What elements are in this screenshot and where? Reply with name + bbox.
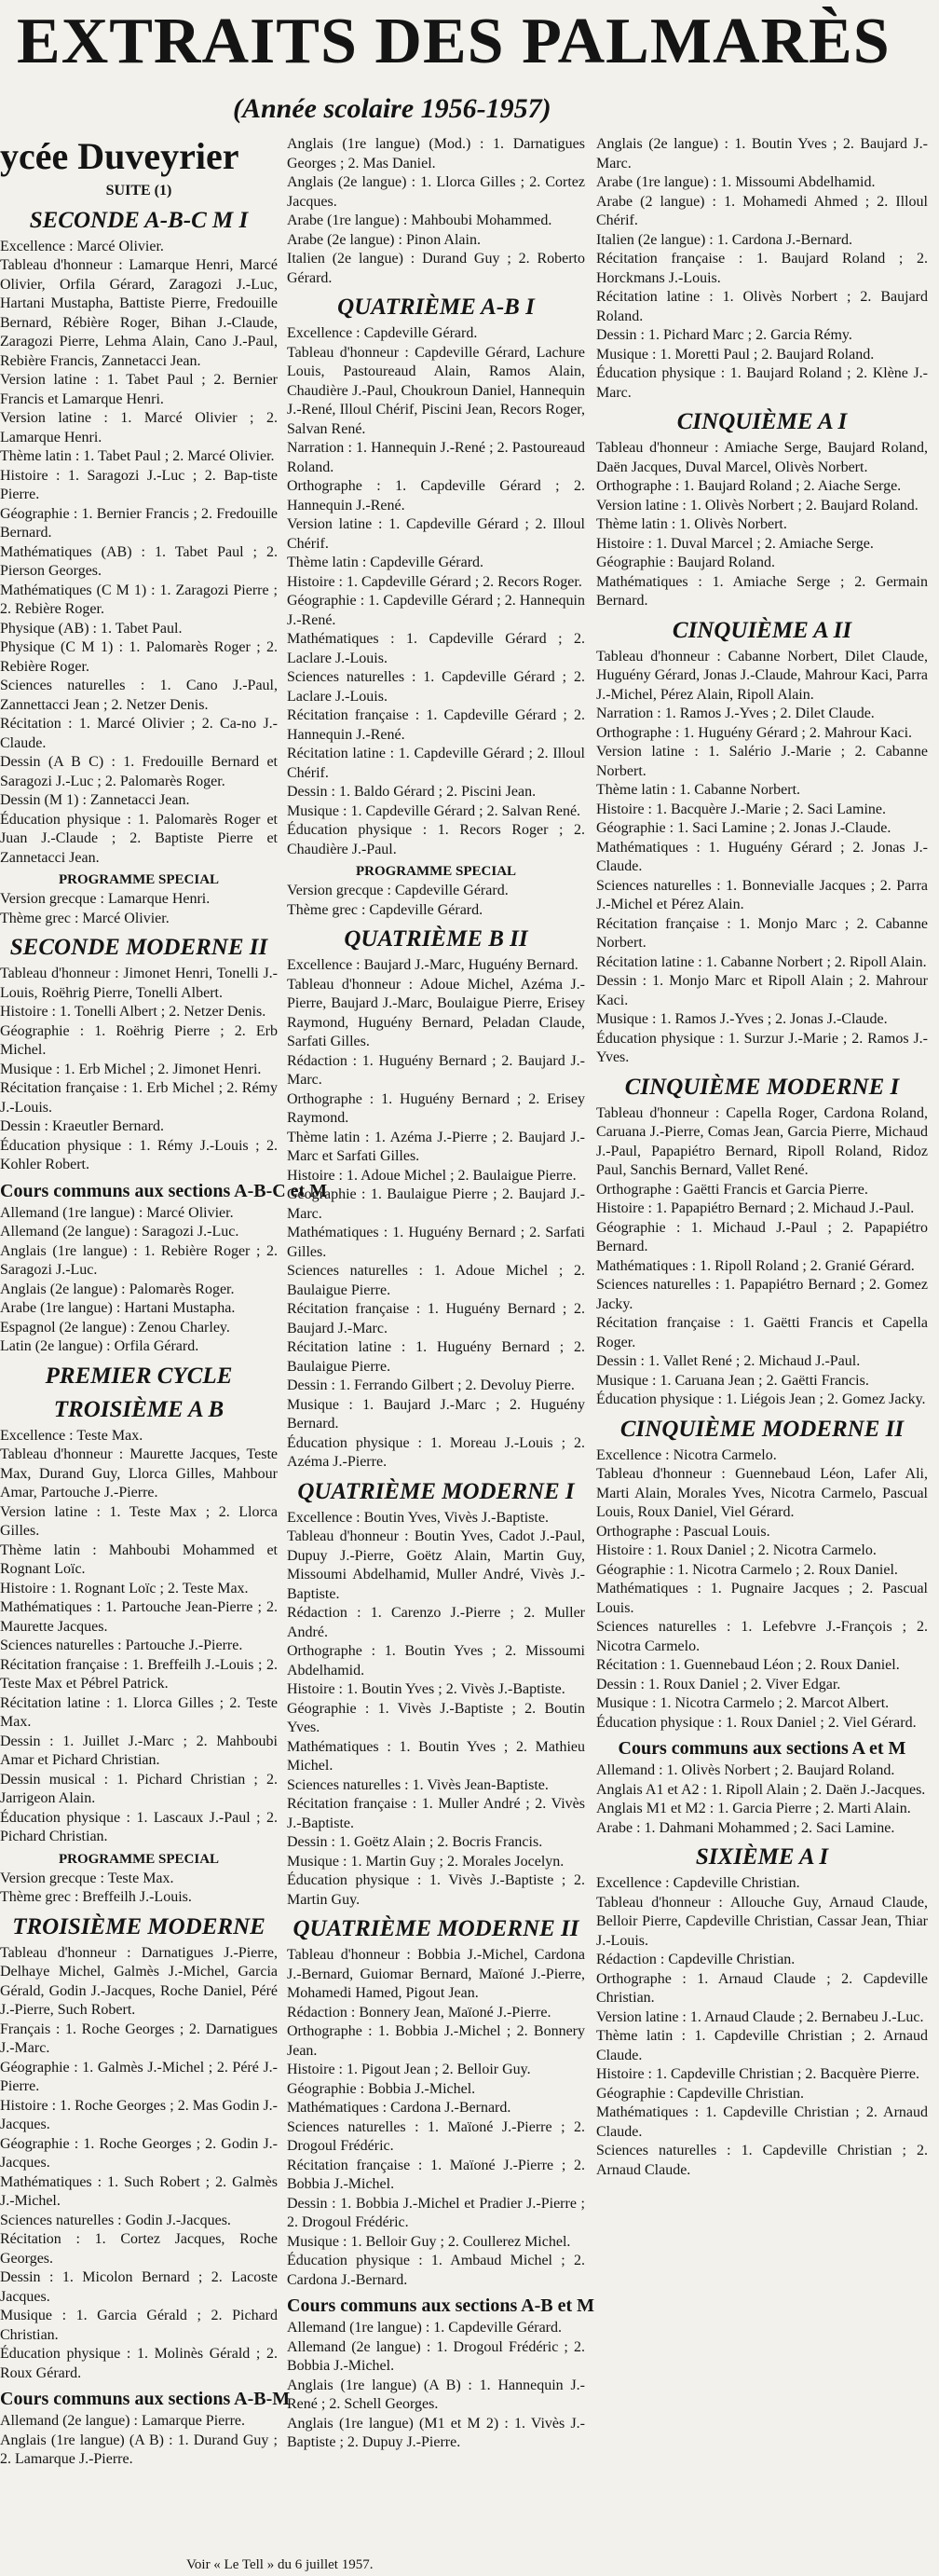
footer-note: Voir « Le Tell » du 6 juillet 1957. (186, 2557, 374, 2572)
palmares-entry: Récitation française : 1. Baujard Roland ; 2. Horckmans J.-Louis. (596, 251, 928, 286)
palmares-entry: Tableau d'honneur : Darnatigues J.-Pierre, Delhaye Michel, Galmès J.-Michel, Garcia Gérald, Godin J.-Jacques, Roche Daniel, Péré J.-Pierre, Such Robert. (0, 1944, 278, 2018)
section-heading: ycée Duveyrier (0, 135, 239, 177)
palmares-entry: Récitation française : 1. Capdeville Gérard ; 2. Hannequin J.-René. (287, 707, 585, 743)
palmares-entry: Tableau d'honneur : Amiache Serge, Baujard Roland, Daën Jacques, Duval Marcel, Olivès Norbert. (596, 440, 928, 475)
palmares-entry: Musique : 1. Nicotra Carmelo ; 2. Marcot Albert. (596, 1695, 890, 1711)
palmares-entry: Éducation physique : 1. Rémy J.-Louis ; 2. Kohler Robert. (0, 1137, 278, 1172)
section-heading: QUATRIÈME MODERNE I (297, 1478, 575, 1504)
palmares-entry: Orthographe : 1. Bobbia J.-Michel ; 2. Bonnery Jean. (287, 2023, 585, 2059)
palmares-entry: Géographie : 1. Vivès J.-Baptiste ; 2. Boutin Yves. (287, 1700, 585, 1735)
palmares-entry: Géographie : 1. Nicotra Carmelo ; 2. Roux Daniel. (596, 1561, 898, 1578)
palmares-entry: Version grecque : Teste Max. (0, 1870, 174, 1886)
palmares-entry: Excellence : Boutin Yves, Vivès J.-Baptiste. (287, 1509, 549, 1526)
palmares-entry: Anglais A1 et A2 : 1. Ripoll Alain ; 2. Daën J.-Jacques. (596, 1781, 926, 1798)
palmares-entry: Dessin : 1. Micolon Bernard ; 2. Lacoste Jacques. (0, 2269, 278, 2305)
section-heading: QUATRIÈME A-B I (337, 295, 535, 320)
palmares-entry: Mathématiques : 1. Capdeville Gérard ; 2. Laclare J.-Louis. (287, 631, 585, 666)
column-2 (287, 135, 594, 2549)
section-heading: CINQUIÈME MODERNE II (619, 1416, 905, 1442)
palmares-entry: Dessin : 1. Bobbia J.-Michel et Pradier J.-Pierre ; 2. Drogoul Frédéric. (287, 2195, 585, 2230)
palmares-entry: Histoire : 1. Tonelli Albert ; 2. Netzer Denis. (0, 1004, 266, 1020)
palmares-entry: Géographie : Bobbia J.-Michel. (287, 2080, 476, 2097)
palmares-entry: Thème latin : 1. Capdeville Christian ; 2. Arnaud Claude. (596, 2028, 928, 2063)
palmares-entry: Mathématiques : 1. Ripoll Roland ; 2. Granié Gérard. (596, 1257, 915, 1274)
section-heading: SECONDE MODERNE II (9, 935, 268, 960)
palmares-entry: Sciences naturelles : 1. Cano J.-Paul, Zannettacci Jean ; 2. Netzer Denis. (0, 678, 278, 713)
palmares-entry: Allemand (1re langue) : Marcé Olivier. (0, 1204, 234, 1221)
palmares-entry: Mathématiques : 1. Huguény Bernard ; 2. Sarfati Gilles. (287, 1225, 585, 1260)
palmares-entry: Dessin : 1. Vallet René ; 2. Michaud J.-Paul. (596, 1353, 861, 1369)
palmares-entry: Récitation : 1. Marcé Olivier ; 2. Ca-no J.-Claude. (0, 716, 278, 751)
palmares-entry: Physique (C M 1) : 1. Palomarès Roger ; 2. Rebière Roger. (0, 639, 278, 675)
palmares-entry: Géographie : 1. Galmès J.-Michel ; 2. Péré J.-Pierre. (0, 2059, 278, 2094)
palmares-entry: Récitation française : 1. Maïoné J.-Pierre ; 2. Bobbia J.-Michel. (287, 2157, 585, 2192)
palmares-entry: Récitation : 1. Cortez Jacques, Roche Georges. (0, 2231, 278, 2267)
palmares-entry: Éducation physique : 1. Vivès J.-Baptiste ; 2. Martin Guy. (287, 1872, 585, 1908)
section-heading: Cours communs aux sections A-B et M (287, 2295, 594, 2316)
palmares-entry: Orthographe : 1. Boutin Yves ; 2. Missoumi Abdelhamid. (287, 1643, 585, 1679)
palmares-entry: Géographie : 1. Capdeville Gérard ; 2. Hannequin J.-René. (287, 593, 585, 628)
section-heading: CINQUIÈME MODERNE I (624, 1074, 900, 1100)
section-heading: CINQUIÈME A II (672, 617, 852, 643)
palmares-entry: Excellence : Nicotra Carmelo. (596, 1446, 777, 1463)
palmares-entry: Tableau d'honneur : Maurette Jacques, Teste Max, Durand Guy, Llorca Gilles, Mahbour Amar, Partouche J.-Pierre. (0, 1446, 278, 1500)
palmares-entry: Récitation française : 1. Gaëtti Francis et Capella Roger. (596, 1315, 928, 1350)
palmares-entry: Français : 1. Roche Georges ; 2. Darnatigues J.-Marc. (0, 2021, 278, 2056)
palmares-entry: Sciences naturelles : 1. Vivès Jean-Baptiste. (287, 1776, 549, 1793)
palmares-entry: Sciences naturelles : 1. Capdeville Christian ; 2. Arnaud Claude. (596, 2143, 928, 2178)
palmares-entry: Rédaction : Bonnery Jean, Maïoné J.-Pierre. (287, 2004, 551, 2021)
palmares-entry: Tableau d'honneur : Guennebaud Léon, Lafer Ali, Marti Alain, Morales Yves, Nicotra Carmelo, Pascual Louis, Roux Daniel, Viel Gérard. (596, 1466, 928, 1520)
palmares-entry: Thème latin : Mahboubi Mohammed et Rognant Loïc. (0, 1541, 278, 1577)
palmares-entry: Récitation : 1. Guennebaud Léon ; 2. Roux Daniel. (596, 1657, 900, 1673)
palmares-entry: Orthographe : 1. Capdeville Gérard ; 2. Hannequin J.-René. (287, 478, 585, 514)
palmares-entry: Narration : 1. Hannequin J.-René ; 2. Pastoureaud Roland. (287, 440, 585, 475)
section-heading: PREMIER CYCLE (45, 1363, 233, 1389)
palmares-entry: Musique : 1. Caruana Jean ; 2. Gaëtti Francis. (596, 1372, 869, 1389)
palmares-entry: Anglais (1re langue) (Mod.) : 1. Darnatigues Georges ; 2. Mas Daniel. (287, 136, 585, 171)
section-heading: Cours communs aux sections A-B-C et M (0, 1180, 328, 1201)
palmares-entry: Dessin (A B C) : 1. Fredouille Bernard et Saragozi J.-Luc ; 2. Palomarès Roger. (0, 754, 278, 789)
palmares-entry: Récitation française : 1. Erb Michel ; 2. Rémy J.-Louis. (0, 1080, 278, 1116)
palmares-entry: Thème latin : 1. Olivès Norbert. (596, 516, 787, 532)
palmares-entry: Anglais (1re langue) (A B) : 1. Durand Guy ; 2. Lamarque J.-Pierre. (0, 2432, 278, 2467)
palmares-entry: Rédaction : 1. Carenzo J.-Pierre ; 2. Muller André. (287, 1605, 585, 1640)
palmares-entry: Éducation physique : 1. Ambaud Michel ; 2. Cardona J.-Bernard. (287, 2253, 585, 2288)
palmares-entry: Anglais (1re langue) (M1 et M 2) : 1. Vivès J.-Baptiste ; 2. Dupuy J.-Pierre. (287, 2415, 585, 2450)
palmares-entry: Mathématiques : 1. Huguény Gérard ; 2. Jonas J.-Claude. (596, 839, 928, 874)
palmares-entry: Éducation physique : 1. Moreau J.-Louis ; 2. Azéma J.-Pierre. (287, 1434, 585, 1470)
palmares-entry: Géographie : 1. Baulaigue Pierre ; 2. Baujard J.-Marc. (287, 1186, 585, 1222)
column-1 (0, 135, 328, 2549)
palmares-entry: Sciences naturelles : 1. Bonnevialle Jacques ; 2. Parra J.-Michel et Pérez Alain. (596, 877, 928, 912)
palmares-entry: Mathématiques : 1. Capdeville Christian ; 2. Arnaud Claude. (596, 2104, 928, 2140)
section-heading: CINQUIÈME A I (676, 409, 848, 434)
palmares-entry: Sciences naturelles : 1. Adoue Michel ; 2. Baulaigue Pierre. (287, 1263, 585, 1298)
section-heading: TROISIÈME A B (53, 1396, 225, 1422)
palmares-entry: Excellence : Teste Max. (0, 1427, 143, 1444)
palmares-entry: Allemand (2e langue) : Saragozi J.-Luc. (0, 1224, 239, 1240)
palmares-entry: Récitation latine : 1. Llorca Gilles ; 2. Teste Max. (0, 1694, 278, 1730)
palmares-entry: Dessin : 1. Roux Daniel ; 2. Viver Edgar. (596, 1676, 841, 1692)
palmares-entry: Arabe : 1. Dahmani Mohammed ; 2. Saci Lamine. (596, 1819, 895, 1836)
palmares-entry: Narration : 1. Ramos J.-Yves ; 2. Dilet Claude. (596, 706, 875, 721)
palmares-entry: Tableau d'honneur : Adoue Michel, Azéma J.-Pierre, Baujard J.-Marc, Boulaigue Pierre, Erisey Raymond, Huguény Bernard, Peladan Claude, Sarfati Gilles. (287, 976, 585, 1049)
palmares-entry: Allemand (2e langue) : 1. Drogoul Frédéric ; 2. Bobbia J.-Michel. (287, 2338, 585, 2374)
palmares-entry: Tableau d'honneur : Capella Roger, Cardona Roland, Caruana J.-Pierre, Comas Jean, Garcia Pierre, Michaud J.-Paul, Papapiétro Bernard, Ripoll Roland, Ridoz Paul, Sanchis Bernard, Vallet René. (596, 1104, 928, 1178)
palmares-entry: Version grecque : Lamarque Henri. (0, 891, 211, 907)
palmares-entry: Éducation physique : 1. Palomarès Roger et Juan J.-Claude ; 2. Baptiste Pierre et Zannetacci Jean. (0, 811, 278, 866)
palmares-entry: Anglais (1re langue) (A B) : 1. Hannequin J.-René ; 2. Schell Georges. (287, 2377, 585, 2412)
palmares-entry: Dessin : 1. Juillet J.-Marc ; 2. Mahboubi Amar et Pichard Christian. (0, 1733, 278, 1768)
palmares-entry: Version latine : 1. Teste Max ; 2. Llorca Gilles. (0, 1503, 278, 1539)
palmares-entry: Histoire : 1. Saragozi J.-Luc ; 2. Bap-tiste Pierre. (0, 467, 278, 502)
palmares-entry: Version latine : 1. Arnaud Claude ; 2. Bernabeu J.-Luc. (596, 2008, 924, 2025)
palmares-entry: Tableau d'honneur : Bobbia J.-Michel, Cardona J.-Bernard, Guiomar Bernard, Maïoné J.-Pierre, Mohamedi Hamed, Pigout Jean. (287, 1947, 585, 2001)
palmares-entry: Géographie : Capdeville Christian. (596, 2085, 805, 2102)
palmares-entry: Version grecque : Capdeville Gérard. (287, 883, 509, 898)
palmares-entry: Tableau d'honneur : Boutin Yves, Cadot J.-Paul, Dupuy J.-Pierre, Goëtz Alain, Martin Guy, Missoumi Abdelhamid, Muller André, Vivès J.-Baptiste. (287, 1528, 585, 1602)
palmares-entry: Récitation latine : 1. Huguény Bernard ; 2. Baulaigue Pierre. (287, 1339, 585, 1375)
palmares-entry: Physique (AB) : 1. Tabet Paul. (0, 620, 183, 637)
palmares-entry: Italien (2e langue) : Durand Guy ; 2. Roberto Gérard. (287, 251, 585, 286)
palmares-entry: Sciences naturelles : 1. Capdeville Gérard ; 2. Laclare J.-Louis. (287, 669, 585, 705)
palmares-entry: Tableau d'honneur : Jimonet Henri, Tonelli J.-Louis, Roëhrig Pierre, Tonelli Albert. (0, 966, 278, 1001)
palmares-entry: Sciences naturelles : Partouche J.-Pierre. (0, 1637, 243, 1653)
palmares-entry: Version latine : 1. Salério J.-Marie ; 2. Cabanne Norbert. (596, 744, 928, 779)
palmares-entry: Histoire : 1. Duval Marcel ; 2. Amiache Serge. (596, 535, 874, 552)
palmares-entry: Tableau d'honneur : Allouche Guy, Arnaud Claude, Belloir Pierre, Capdeville Christian, Cassar Jean, Thiar J.-Louis. (596, 1894, 928, 1949)
palmares-entry: Excellence : Marcé Olivier. (0, 238, 164, 254)
palmares-entry: Latin (2e langue) : Orfila Gérard. (0, 1338, 199, 1354)
palmares-entry: Rédaction : Capdeville Christian. (596, 1952, 796, 1967)
palmares-entry: Tableau d'honneur : Cabanne Norbert, Dilet Claude, Huguény Gérard, Jonas J.-Claude, Mahrour Kaci, Parra J.-Michel, Pérez Alain, Ripoll Alain. (596, 648, 928, 703)
palmares-entry: Dessin (M 1) : Zannetacci Jean. (0, 792, 190, 808)
palmares-entry: Sciences naturelles : Godin J.-Jacques. (0, 2212, 231, 2228)
section-heading: SUITE (1) (105, 183, 172, 199)
palmares-entry: Mathématiques : Cardona J.-Bernard. (287, 2100, 511, 2116)
page-subtitle: (Année scolaire 1956-1957) (233, 93, 551, 124)
palmares-entry: Histoire : 1. Rognant Loïc ; 2. Teste Max. (0, 1580, 249, 1596)
palmares-entry: Orthographe : Pascual Louis. (596, 1523, 770, 1540)
palmares-entry: Géographie : 1. Michaud J.-Paul ; 2. Papapiétro Bernard. (596, 1219, 928, 1254)
palmares-entry: Espagnol (2e langue) : Zenou Charley. (0, 1319, 230, 1336)
palmares-entry: Sciences naturelles : 1. Maïoné J.-Pierre ; 2. Drogoul Frédéric. (287, 2118, 585, 2154)
palmares-entry: Mathématiques (AB) : 1. Tabet Paul ; 2. Pierson Georges. (0, 543, 278, 579)
palmares-entry: Histoire : 1. Roux Daniel ; 2. Nicotra Carmelo. (596, 1542, 877, 1558)
palmares-entry: Tableau d'honneur : Capdeville Gérard, Lachure Louis, Pastoureaud Alain, Ramos Alain, Chaudière J.-Paul, Choukroun Daniel, Hannequin J.-René, Illoul Chérif, Piscini Jean, Recors Roger, Salvan René. (287, 344, 585, 437)
section-heading: SIXIÈME A I (695, 1844, 829, 1870)
palmares-entry: Musique : 1. Erb Michel ; 2. Jimonet Henri. (0, 1061, 262, 1077)
palmares-entry: Mathématiques : 1. Boutin Yves ; 2. Mathieu Michel. (287, 1738, 585, 1774)
palmares-entry: Anglais (2e langue) : 1. Llorca Gilles ; 2. Cortez Jacques. (287, 174, 585, 210)
palmares-entry: Dessin : 1. Monjo Marc et Ripoll Alain ; 2. Mahrour Kaci. (596, 973, 928, 1008)
palmares-entry: Thème latin : 1. Tabet Paul ; 2. Marcé Olivier. (0, 448, 275, 464)
palmares-entry: Orthographe : 1. Baujard Roland ; 2. Aiache Serge. (596, 478, 902, 494)
palmares-entry: Sciences naturelles : 1. Lefebvre J.-François ; 2. Nicotra Carmelo. (596, 1619, 928, 1654)
palmares-entry: Arabe (2 langue) : 1. Mohamedi Ahmed ; 2. Illoul Chérif. (596, 193, 928, 228)
palmares-entry: Histoire : 1. Roche Georges ; 2. Mas Godin J.-Jacques. (0, 2097, 278, 2132)
palmares-entry: Arabe (1re langue) : Hartani Mustapha. (0, 1300, 236, 1316)
palmares-entry: Thème grec : Capdeville Gérard. (287, 901, 483, 918)
palmares-entry: Version latine : 1. Tabet Paul ; 2. Bernier Francis et Lamarque Henri. (0, 372, 278, 407)
palmares-entry: Éducation physique : 1. Lascaux J.-Paul ; 2. Pichard Christian. (0, 1809, 278, 1844)
palmares-entry: Excellence : Capdeville Christian. (596, 1875, 800, 1891)
palmares-entry: Histoire : 1. Adoue Michel ; 2. Baulaigue Pierre. (287, 1167, 577, 1184)
palmares-entry: Excellence : Baujard J.-Marc, Huguény Bernard. (287, 957, 578, 973)
palmares-entry: Rédaction : 1. Huguény Bernard ; 2. Baujard J.-Marc. (287, 1052, 585, 1088)
palmares-entry: Arabe (1re langue) : Mahboubi Mohammed. (287, 212, 552, 228)
palmares-entry: Éducation physique : 1. Liégois Jean ; 2. Gomez Jacky. (596, 1391, 926, 1407)
section-heading: TROISIÈME MODERNE (12, 1913, 265, 1939)
palmares-entry: Histoire : 1. Capdeville Gérard ; 2. Recors Roger. (287, 573, 582, 590)
palmares-entry: Histoire : 1. Boutin Yves ; 2. Vivès J.-Baptiste. (287, 1681, 565, 1697)
section-heading: PROGRAMME SPECIAL (355, 864, 517, 879)
palmares-entry: Dessin : 1. Baldo Gérard ; 2. Piscini Jean. (287, 784, 537, 800)
palmares-entry: Histoire : 1. Capdeville Christian ; 2. Bacquère Pierre. (596, 2066, 920, 2082)
palmares-entry: Allemand : 1. Olivès Norbert ; 2. Baujard Roland. (596, 1762, 895, 1778)
palmares-entry: Anglais (2e langue) : Palomarès Roger. (0, 1281, 235, 1297)
palmares-entry: Orthographe : 1. Huguény Gérard ; 2. Mahrour Kaci. (596, 724, 913, 741)
palmares-entry: Mathématiques : 1. Partouche Jean-Pierre ; 2. Maurette Jacques. (0, 1599, 278, 1635)
section-heading: QUATRIÈME MODERNE II (293, 1916, 579, 1941)
section-heading: PROGRAMME SPECIAL (58, 872, 220, 887)
palmares-entry: Géographie : 1. Saci Lamine ; 2. Jonas J.-Claude. (596, 820, 891, 836)
palmares-entry: Anglais (2e langue) : 1. Boutin Yves ; 2. Baujard J.-Marc. (596, 136, 928, 171)
section-heading: Cours communs aux sections A et M (618, 1738, 906, 1759)
palmares-entry: Dessin : 1. Goëtz Alain ; 2. Bocris Francis. (287, 1834, 543, 1850)
palmares-entry: Récitation française : 1. Muller André ; 2. Vivès J.-Baptiste. (287, 1796, 585, 1831)
section-heading: Cours communs aux sections A-B-M (0, 2389, 291, 2409)
palmares-entry: Musique : 1. Martin Guy ; 2. Morales Jocelyn. (287, 1853, 565, 1870)
palmares-entry: Éducation physique : 1. Molinès Gérald ; 2. Roux Gérard. (0, 2346, 278, 2381)
palmares-entry: Dessin : Kraeutler Bernard. (0, 1118, 164, 1134)
palmares-entry: Éducation physique : 1. Baujard Roland ; 2. Klène J.-Marc. (596, 365, 928, 401)
palmares-entry: Thème latin : 1. Azéma J.-Pierre ; 2. Baujard J.-Marc et Sarfati Gilles. (287, 1129, 585, 1164)
page-title: EXTRAITS DES PALMARÈS (17, 6, 891, 77)
palmares-entry: Version latine : 1. Capdeville Gérard ; 2. Illoul Chérif. (287, 516, 585, 552)
palmares-entry: Géographie : 1. Roche Georges ; 2. Godin J.-Jacques. (0, 2135, 278, 2171)
palmares-entry: Thème latin : Capdeville Gérard. (287, 555, 484, 570)
section-heading: PROGRAMME SPECIAL (58, 1851, 220, 1867)
palmares-entry: Dessin : 1. Pichard Marc ; 2. Garcia Rémy. (596, 327, 852, 343)
palmares-entry: Récitation latine : 1. Capdeville Gérard ; 2. Illoul Chérif. (287, 746, 585, 781)
palmares-entry: Histoire : 1. Pigout Jean ; 2. Belloir Guy. (287, 2062, 531, 2077)
palmares-entry: Excellence : Capdeville Gérard. (287, 325, 478, 341)
palmares-entry: Histoire : 1. Papapiétro Bernard ; 2. Michaud J.-Paul. (596, 1200, 915, 1216)
section-heading: SECONDE A-B-C M I (29, 207, 249, 233)
palmares-entry: Allemand (1re langue) : 1. Capdeville Gérard. (287, 2320, 562, 2336)
palmares-entry: Mathématiques : 1. Amiache Serge ; 2. Germain Bernard. (596, 573, 928, 609)
palmares-entry: Éducation physique : 1. Roux Daniel ; 2. Viel Gérard. (596, 1714, 917, 1731)
palmares-entry: Récitation latine : 1. Olivès Norbert ; 2. Baujard Roland. (596, 289, 928, 324)
palmares-entry: Thème grec : Breffeilh J.-Louis. (0, 1889, 192, 1905)
palmares-entry: Musique : 1. Capdeville Gérard ; 2. Salvan René. (287, 802, 581, 819)
palmares-entry: Éducation physique : 1. Surzur J.-Marie ; 2. Ramos J.-Yves. (596, 1030, 928, 1065)
palmares-entry: Musique : 1. Garcia Gérald ; 2. Pichard Christian. (0, 2308, 278, 2343)
palmares-entry: Mathématiques : 1. Such Robert ; 2. Galmès J.-Michel. (0, 2173, 278, 2209)
palmares-entry: Version latine : 1. Marcé Olivier ; 2. Lamarque Henri. (0, 410, 278, 445)
palmares-entry: Orthographe : 1. Arnaud Claude ; 2. Capdeville Christian. (596, 1970, 928, 2006)
palmares-entry: Géographie : 1. Bernier Francis ; 2. Fredouille Bernard. (0, 505, 278, 541)
palmares-entry: Orthographe : 1. Huguény Bernard ; 2. Erisey Raymond. (287, 1090, 585, 1126)
palmares-entry: Dessin musical : 1. Pichard Christian ; 2. Jarrigeon Alain. (0, 1771, 278, 1806)
palmares-entry: Mathématiques (C M 1) : 1. Zaragozi Pierre ; 2. Rebière Roger. (0, 582, 278, 617)
palmares-entry: Anglais M1 et M2 : 1. Garcia Pierre ; 2. Marti Alain. (596, 1801, 911, 1816)
palmares-entry: Dessin : 1. Ferrando Gilbert ; 2. Devoluy Pierre. (287, 1377, 575, 1393)
section-heading: QUATRIÈME B II (344, 926, 528, 952)
palmares-entry: Version latine : 1. Olivès Norbert ; 2. Baujard Roland. (596, 497, 919, 514)
palmares-entry: Récitation française : 1. Breffeilh J.-Louis ; 2. Teste Max et Pébrel Patrick. (0, 1656, 278, 1692)
palmares-entry: Musique : 1. Baujard J.-Marc ; 2. Huguény Bernard. (287, 1396, 585, 1432)
column-3 (596, 135, 928, 2549)
palmares-entry: Musique : 1. Ramos J.-Yves ; 2. Jonas J.-Claude. (596, 1011, 888, 1027)
palmares-entry: Allemand (2e langue) : Lamarque Pierre. (0, 2413, 245, 2429)
palmares-entry: Géographie : 1. Roëhrig Pierre ; 2. Erb Michel. (0, 1022, 278, 1058)
palmares-entry: Récitation française : 1. Huguény Bernard ; 2. Baujard J.-Marc. (287, 1301, 585, 1336)
palmares-entry: Géographie : Baujard Roland. (596, 555, 775, 570)
palmares-entry: Thème latin : 1. Cabanne Norbert. (596, 782, 801, 798)
palmares-entry: Arabe (1re langue) : 1. Missoumi Abdelhamid. (596, 174, 876, 190)
palmares-entry: Italien (2e langue) : 1. Cardona J.-Bernard. (596, 231, 853, 248)
palmares-entry: Sciences naturelles : 1. Papapiétro Bernard ; 2. Gomez Jacky. (596, 1277, 928, 1312)
palmares-entry: Thème grec : Marcé Olivier. (0, 910, 170, 926)
palmares-entry: Musique : 1. Moretti Paul ; 2. Baujard Roland. (596, 346, 875, 363)
palmares-entry: Tableau d'honneur : Lamarque Henri, Marcé Olivier, Orfila Gérard, Zaragozi J.-Luc, Hartani Mustapha, Battiste Pierre, Fredouille Bernard, Rébière Roger, Bihan J.-Claude, Zaragozi Pierre, Lehma Alain, Cano J.-Paul, Rebière Francis, Zannetacci Jean. (0, 257, 278, 369)
palmares-entry: Musique : 1. Belloir Guy ; 2. Coullerez Michel. (287, 2233, 571, 2250)
palmares-entry: Récitation française : 1. Monjo Marc ; 2. Cabanne Norbert. (596, 915, 928, 951)
palmares-entry: Éducation physique : 1. Recors Roger ; 2. Chaudière J.-Paul. (287, 822, 585, 857)
palmares-entry: Mathématiques : 1. Pugnaire Jacques ; 2. Pascual Louis. (596, 1581, 928, 1616)
palmares-entry: Arabe (2e langue) : Pinon Alain. (287, 231, 481, 248)
palmares-entry: Récitation latine : 1. Cabanne Norbert ; 2. Ripoll Alain. (596, 953, 927, 970)
palmares-entry: Histoire : 1. Bacquère J.-Marie ; 2. Saci Lamine. (596, 801, 887, 817)
palmares-entry: Orthographe : Gaëtti Francis et Garcia Pierre. (596, 1181, 868, 1198)
palmares-entry: Anglais (1re langue) : 1. Rebière Roger ; 2. Saragozi J.-Luc. (0, 1242, 278, 1278)
